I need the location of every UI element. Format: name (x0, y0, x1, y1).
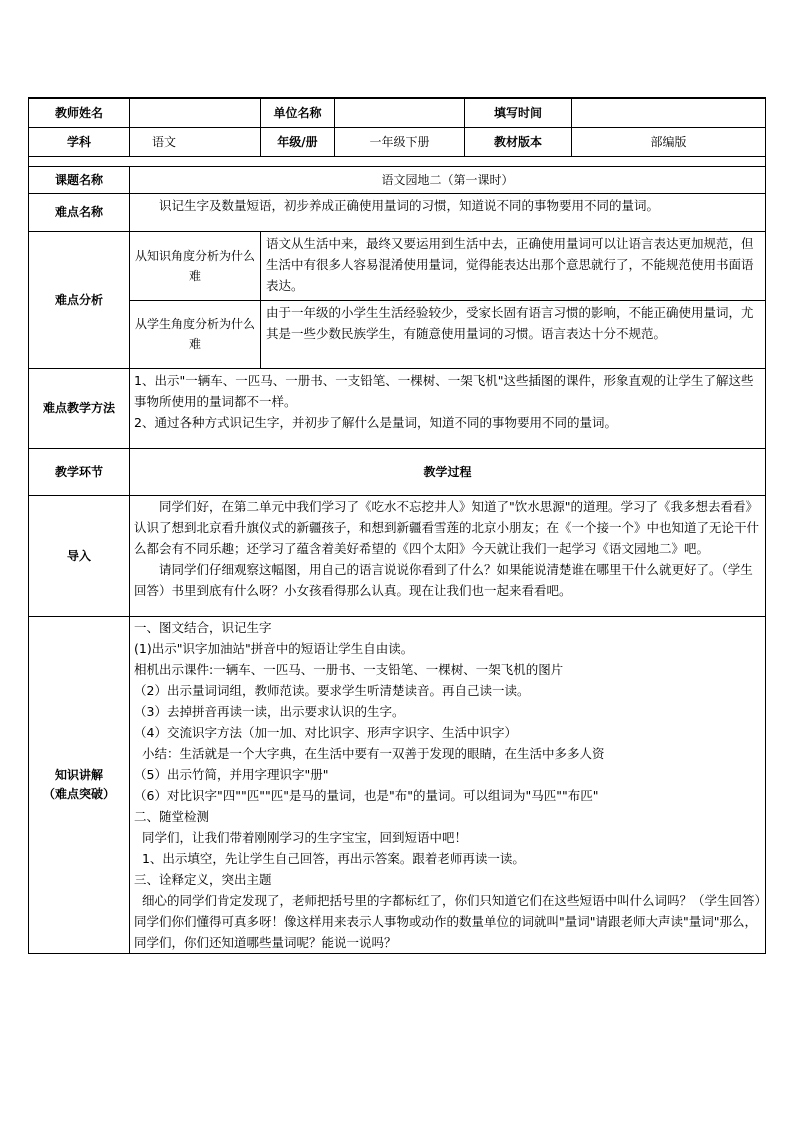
knowledge-line: （3）去掉拼音再读一读，出示要求认识的生字。 (134, 703, 405, 719)
knowledge-line: 三、诠释定义，突出主题 (134, 871, 272, 887)
spacer-cell (29, 156, 766, 166)
knowledge-angle-text: 语文从生活中来，最终又要运用到生活中去，正确使用量词可以让语言表达更加规范，但生活中有很多人容易混淆使用量词，觉得能表达出那个意思就行了，不能规范使用书面语表达。 (261, 231, 766, 300)
grade-label: 年级/册 (261, 127, 335, 156)
lesson-value: 语文园地二（第一课时） (130, 166, 766, 193)
student-angle-label: 从学生角度分析为什么难 (130, 300, 261, 368)
row-subject-info (29, 127, 766, 156)
knowledge-line: 二、随堂检测 (134, 808, 210, 824)
edition-value: 部编版 (572, 127, 766, 156)
knowledge-line: 相机出示课件:一辆车、一匹马、一册书、一支铅笔、一棵树、一架飞机的图片 (134, 661, 564, 677)
knowledge-label-cell (29, 616, 130, 953)
difficulty-label: 难点名称 (29, 193, 130, 231)
method-cell (130, 368, 766, 448)
row-analysis-knowledge (29, 231, 766, 300)
intro-paragraph-1: 同学们好，在第二单元中我们学习了《吃水不忘挖井人》知道了"饮水思源"的道理。学习了《我多想去看看》认识了想到北京看升旗仪式的新疆孩子，和想到新疆看雪莲的北京小朋友；在《一个接一个》中也知道了无论干什么都会有不同乐趣；还学习了蕴含着美好希望的《四个太阳》今天就让我们一起学习《语文园地二》吧。 (134, 498, 760, 556)
unit-value (335, 98, 465, 127)
knowledge-line: （2）出示量词词组，教师范读。要求学生听清楚读音。再自己读一读。 (134, 682, 530, 698)
student-angle-text: 由于一年级的小学生生活经验较少，受家长固有语言习惯的影响，不能正确使用量词，尤其是一些少数民族学生，有随意使用量词的习惯。语言表达十分不规范。 (261, 300, 766, 368)
row-teacher-info (29, 98, 766, 127)
method-line-1: 1、出示"一辆车、一匹马、一册书、一支铅笔、一棵树、一架飞机"这些插图的课件，形象直观的让学生了解这些事物所使用的量词都不一样。 (134, 372, 754, 409)
knowledge-line: 一、图文结合，识记生字 (134, 619, 272, 635)
edition-label: 教材版本 (465, 127, 572, 156)
difficulty-value: 识记生字及数量短语，初步养成正确使用量词的习惯，知道说不同的事物要用不同的量词。 (130, 193, 766, 231)
row-process-header (29, 448, 766, 495)
knowledge-line: （4）交流识字方法（加一加、对比识字、形声字识字、生活中识字） (134, 724, 517, 740)
process-label: 教学过程 (130, 448, 766, 495)
knowledge-line: （6）对比识字"四""匹""匹"是马的量词，也是"布"的量词。可以组词为"马匹""布匹" (134, 787, 599, 803)
row-analysis-student (29, 300, 766, 368)
row-method (29, 368, 766, 448)
knowledge-line: 细心的同学们肯定发现了，老师把括号里的字都标红了，你们只知道它们在这些短语中叫什么词吗？（学生回答）同学们你们懂得可真多呀！像这样用来表示人事物或动作的数量单位的词就叫"量词"请跟老师大声读"量词"那么，同学们，你们还知道哪些量词呢？能说一说吗？ (134, 892, 761, 950)
knowledge-cell (130, 616, 766, 953)
intro-label: 导入 (29, 495, 130, 616)
date-value (572, 98, 766, 127)
intro-cell (130, 495, 766, 616)
unit-label: 单位名称 (261, 98, 335, 127)
stage-label: 教学环节 (29, 448, 130, 495)
teacher-value (130, 98, 261, 127)
method-label: 难点教学方法 (29, 368, 130, 448)
teacher-label: 教师姓名 (29, 98, 130, 127)
subject-value: 语文 (130, 127, 261, 156)
knowledge-line: 小结：生活就是一个大字典，在生活中要有一双善于发现的眼睛，在生活中多多人资 (134, 745, 605, 761)
knowledge-line: 1、出示填空，先让学生自己回答，再出示答案。跟着老师再读一读。 (134, 850, 525, 866)
row-difficulty (29, 193, 766, 231)
knowledge-label-line-1: 知识讲解 (54, 767, 103, 782)
row-intro (29, 495, 766, 616)
knowledge-line: 同学们，让我们带着刚刚学习的生字宝宝，回到短语中吧！ (134, 829, 467, 845)
knowledge-line: （5）出示竹简，并用字理识字"册" (134, 766, 329, 782)
row-spacer (29, 156, 766, 166)
analysis-label: 难点分析 (29, 231, 130, 368)
lesson-plan-table (28, 97, 766, 954)
lesson-plan-table-wrapper (28, 97, 765, 954)
grade-value: 一年级下册 (335, 127, 465, 156)
lesson-label: 课题名称 (29, 166, 130, 193)
subject-label: 学科 (29, 127, 130, 156)
knowledge-line: (1)出示"识字加油站"拼音中的短语让学生自由读。 (134, 640, 414, 656)
knowledge-angle-label: 从知识角度分析为什么难 (130, 231, 261, 300)
method-line-2: 2、通过各种方式识记生字，并初步了解什么是量词，知道不同的事物要用不同的量词。 (134, 414, 617, 430)
date-label: 填写时间 (465, 98, 572, 127)
knowledge-label-line-2: （难点突破） (42, 786, 115, 801)
row-lesson-title (29, 166, 766, 193)
intro-paragraph-2: 请同学们仔细观察这幅图，用自己的语言说说你看到了什么？如果能说清楚谁在哪里干什么就更好了。（学生回答）书里到底有什么呀？小女孩看得那么认真。现在让我们也一起来看看吧。 (134, 561, 753, 598)
row-knowledge (29, 616, 766, 953)
